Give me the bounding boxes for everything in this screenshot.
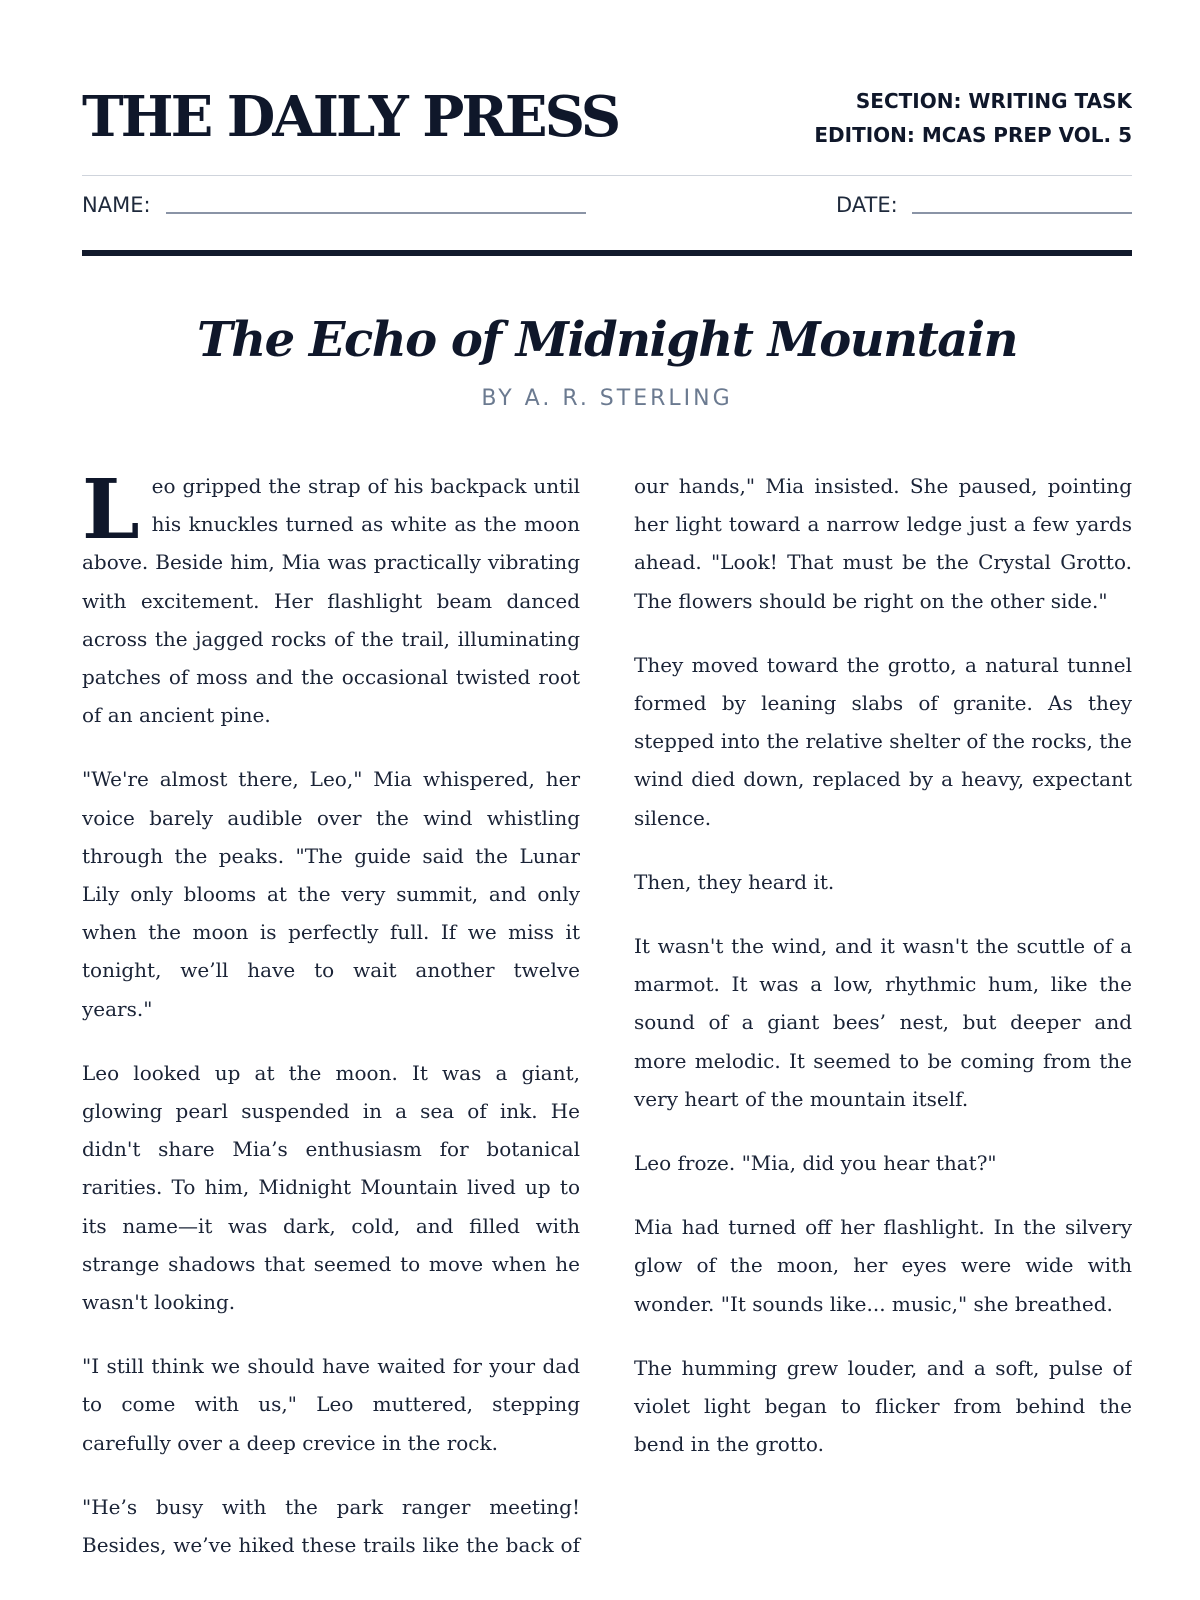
paper-name: THE DAILY PRESS	[82, 84, 619, 150]
story-paragraph: "We're almost there, Leo," Mia whispered, her voice barely audible over the wind whistling through the peaks. "The guide said the Lunar Lily only blooms at the very summit, and only when the moon is perfectly full. If we miss it tonight, we’ll have to wait another twelve years."	[82, 767, 580, 1021]
story-paragraph: "He’s busy with the park ranger meeting! Besides, we’ve hiked these trails like the back of our hands," Mia insisted. She paused, pointing her light toward a narrow ledge just a few yards ahead. "Look! That must be the Crystal Grotto. The flowers should be right on the other side."	[82, 474, 1132, 1558]
date-label: DATE:	[836, 193, 898, 217]
story-paragraph: Then, they heard it.	[634, 869, 835, 894]
date-field[interactable]	[912, 212, 1132, 214]
story-byline: BY A. R. STERLING	[481, 386, 733, 411]
drop-cap: L	[82, 467, 140, 558]
story-paragraph: Leo froze. "Mia, did you hear that?"	[634, 1151, 997, 1176]
story-paragraph: It wasn't the wind, and it wasn't the scuttle of a marmot. It was a low, rhythmic hum, like the sound of a giant bees’ nest, but deeper and more melodic. It seemed to be coming from the very heart of the mountain itself.	[634, 934, 1132, 1111]
story-title: The Echo of Midnight Mountain	[197, 312, 1017, 368]
name-label: NAME:	[82, 193, 151, 217]
section-label: SECTION: WRITING TASK	[855, 89, 1132, 113]
story-paragraph: They moved toward the grotto, a natural tunnel formed by leaning slabs of granite. As they stepped into the relative shelter of the rocks, the wind died down, replaced by a heavy, expectant silence.	[634, 652, 1132, 830]
edition-info	[814, 84, 1132, 152]
header-divider	[82, 175, 1132, 176]
masthead	[82, 80, 1132, 160]
masthead-rule	[82, 250, 1132, 256]
student-fields	[82, 190, 1132, 220]
story-paragraph: The humming grew louder, and a soft, pulse of violet light began to flicker from behind the bend in the grotto.	[634, 1355, 1132, 1457]
edition-label: EDITION: MCAS PREP VOL. 5	[814, 123, 1132, 147]
story-body	[82, 467, 1132, 1600]
story-paragraph: Mia had turned off her flashlight. In the silvery glow of the moon, her eyes were wide with wonder. "It sounds like... music," she breathed.	[634, 1215, 1132, 1316]
worksheet-page	[82, 0, 1132, 1600]
name-field[interactable]	[166, 212, 586, 214]
story-paragraph: "I still think we should have waited for your dad to come with us," Leo muttered, stepping carefully over a deep crevice in the rock.	[82, 1354, 580, 1455]
story-paragraph: Leo looked up at the moon. It was a giant, glowing pearl suspended in a sea of ink. He didn't share Mia’s enthusiasm for botanical rarities. To him, Midnight Mountain lived up to its name—it was dark, cold, and filled with strange shadows that seemed to move when he wasn't looking.	[82, 1060, 580, 1315]
story-paragraph: Leo gripped the strap of his backpack until his knuckles turned as white as the moon above. Beside him, Mia was practically vibrating with excitement. Her flashlight beam danced across the jagged rocks of the trail, illuminating patches of moss and the occasional twisted root of an ancient pine.	[82, 467, 580, 728]
